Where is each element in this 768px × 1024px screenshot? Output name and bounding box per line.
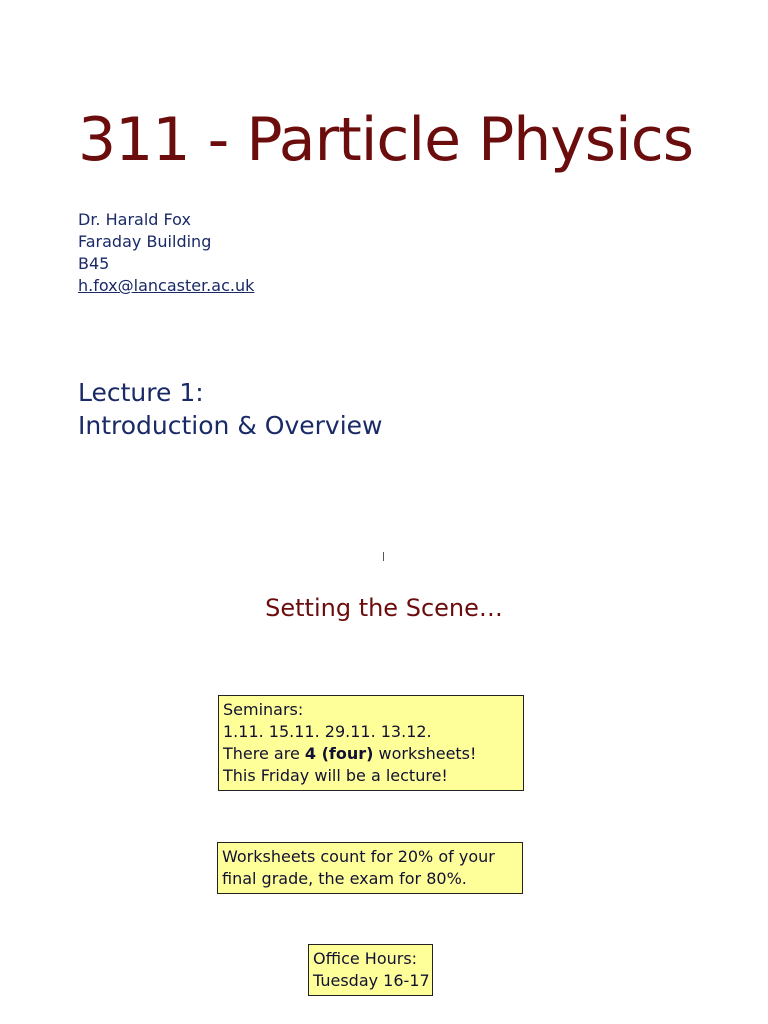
friday-lecture-line: This Friday will be a lecture! xyxy=(223,766,448,785)
seminar-dates: 1.11. 15.11. 29.11. 13.12. xyxy=(223,722,432,741)
office-hours-heading: Office Hours: xyxy=(313,949,418,968)
worksheets-prefix: There are xyxy=(223,744,305,763)
page-break-marker xyxy=(383,552,384,561)
worksheets-line xyxy=(223,743,519,765)
contact-block xyxy=(78,209,254,297)
page-title: 311 - Particle Physics xyxy=(78,105,693,175)
instructor-name: Dr. Harald Fox xyxy=(78,210,191,229)
grading-line-2: final grade, the exam for 80%. xyxy=(222,869,467,888)
email-link[interactable]: h.fox@lancaster.ac.uk xyxy=(78,276,255,295)
section-heading: Setting the Scene… xyxy=(265,594,503,622)
lecture-heading xyxy=(78,376,382,442)
worksheets-count: 4 (four) xyxy=(304,744,374,763)
room: B45 xyxy=(78,254,110,273)
grading-note xyxy=(217,842,523,894)
grading-line-1: Worksheets count for 20% of your xyxy=(222,847,495,866)
worksheets-suffix: worksheets! xyxy=(373,744,477,763)
lecture-topic: Introduction & Overview xyxy=(78,411,383,440)
lecture-number: Lecture 1: xyxy=(78,378,204,407)
office-hours-note xyxy=(308,944,433,996)
office-hours-time: Tuesday 16-17 xyxy=(313,971,430,990)
building: Faraday Building xyxy=(78,232,212,251)
seminars-heading: Seminars: xyxy=(223,700,304,719)
seminars-note xyxy=(218,695,524,791)
